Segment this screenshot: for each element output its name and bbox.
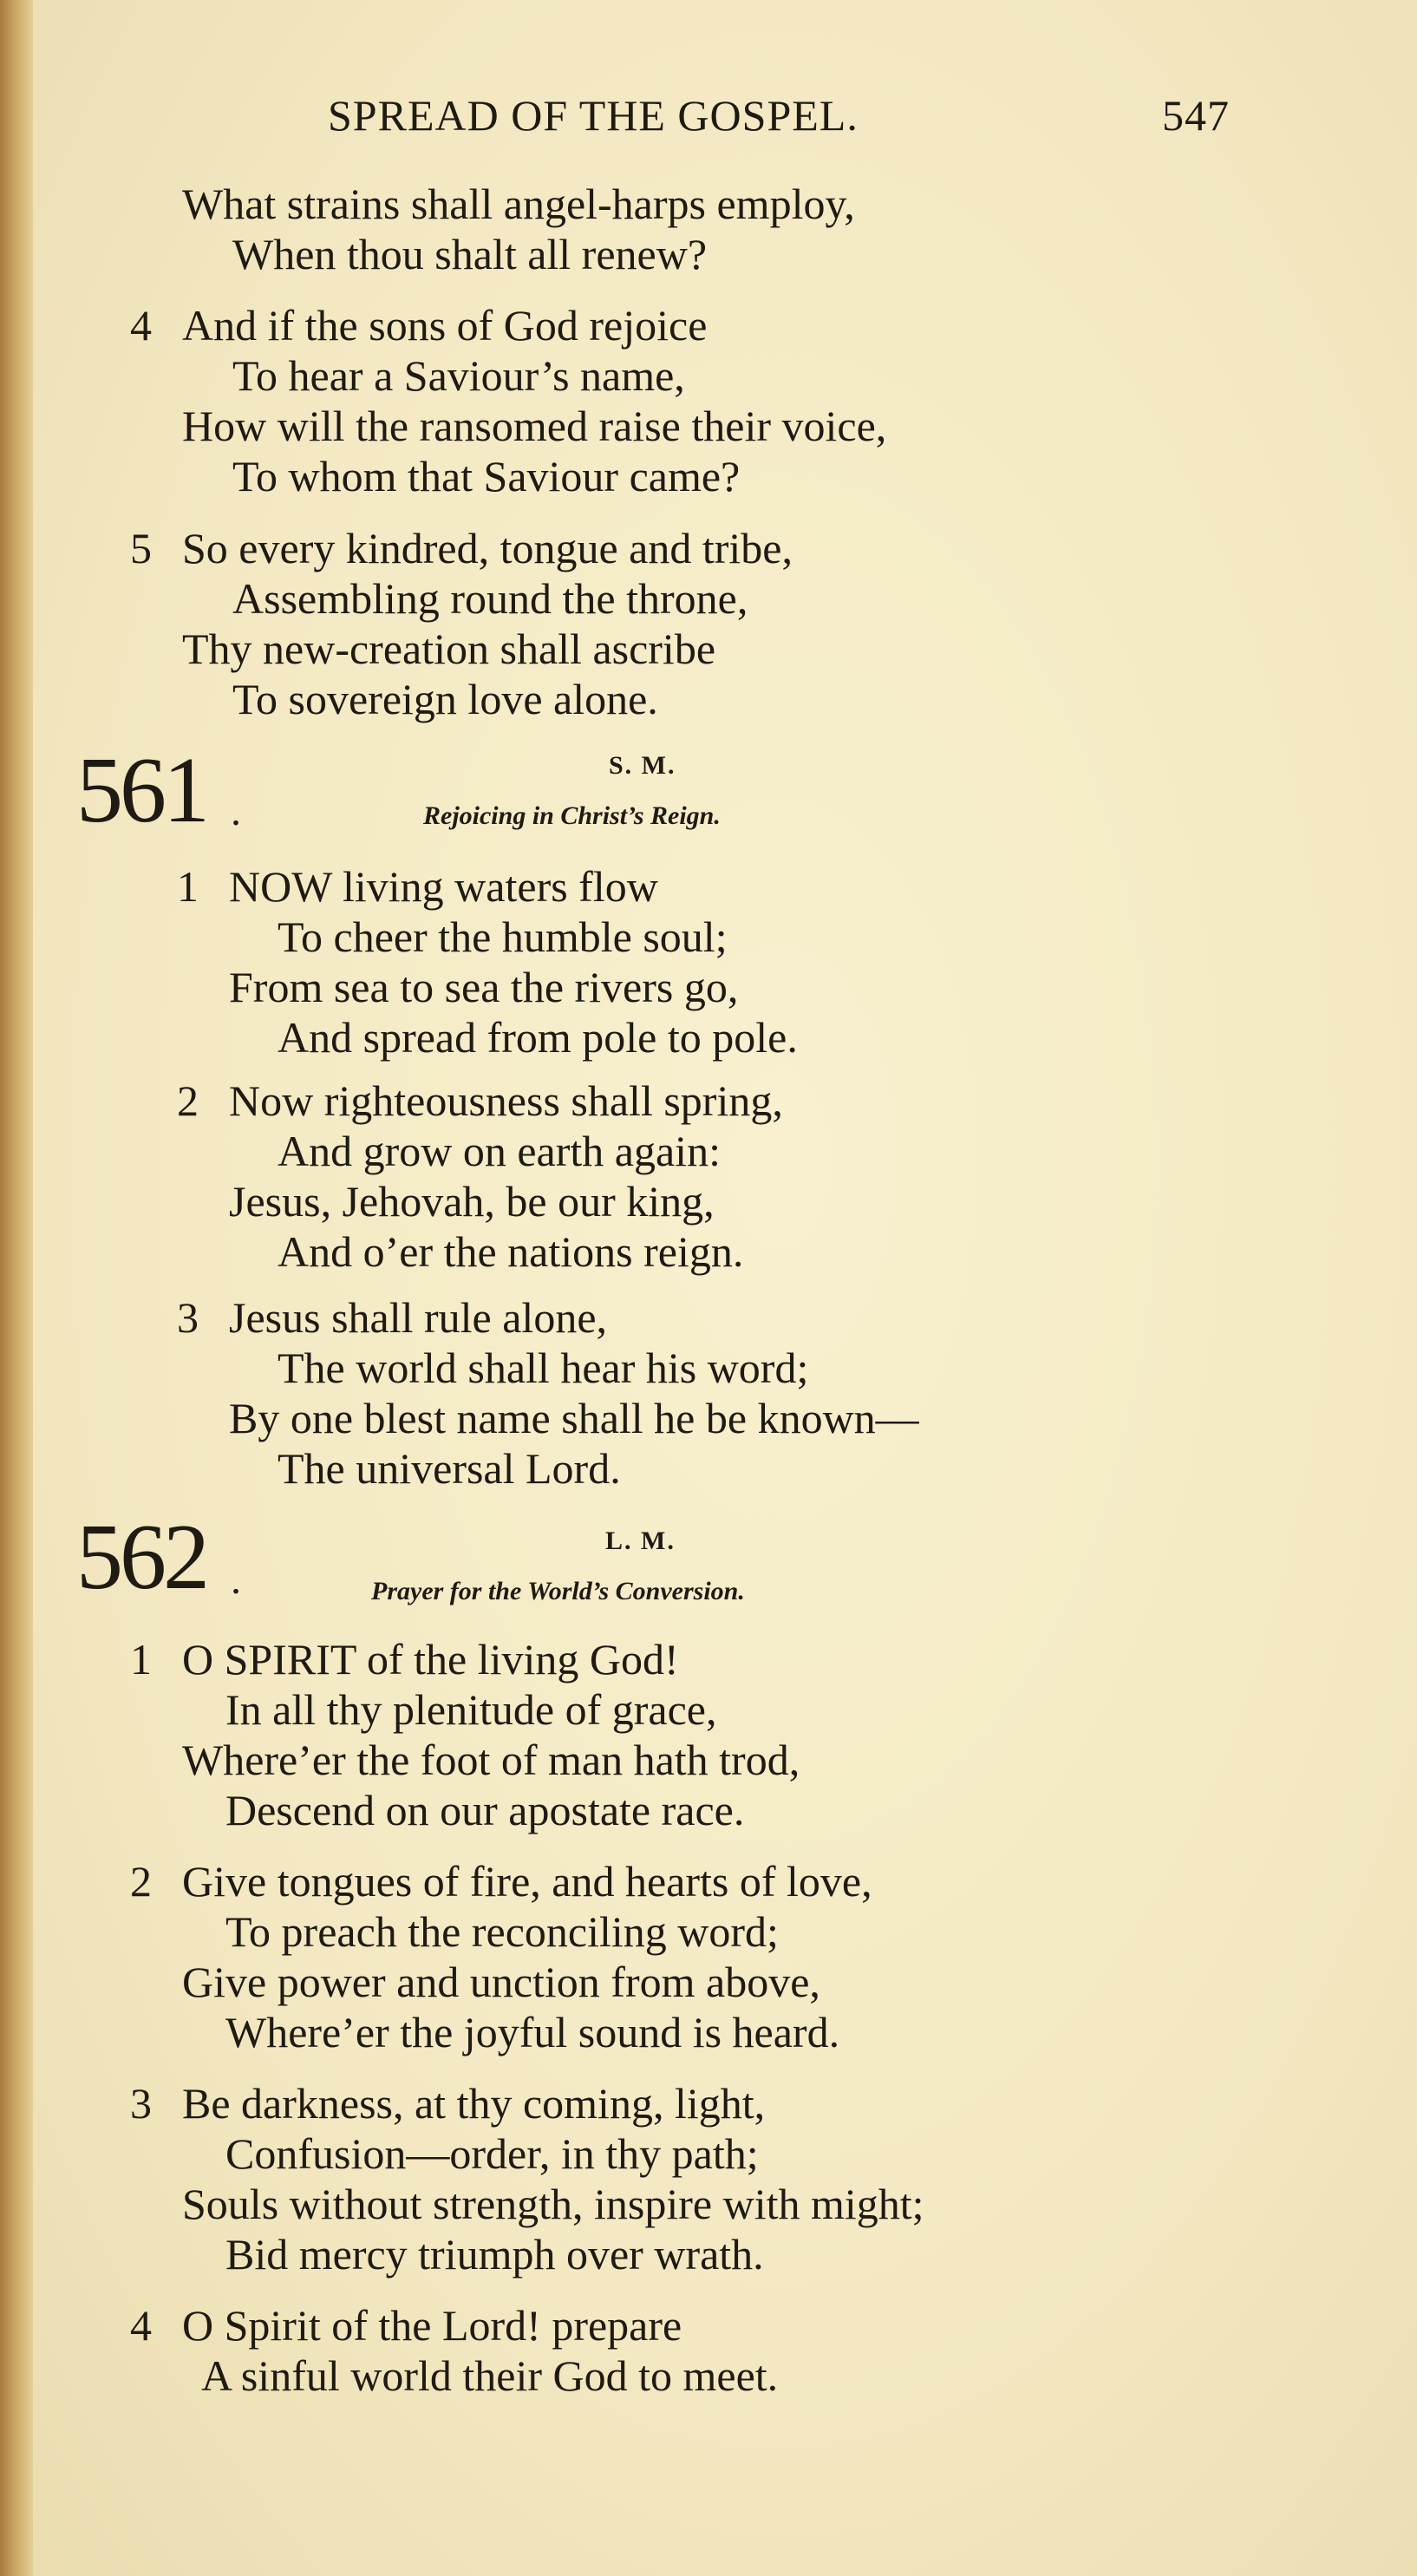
verse-line: In all thy plenitude of grace, bbox=[225, 1685, 717, 1734]
verse-line: To preach the reconciling word; bbox=[225, 1907, 779, 1956]
verse-number: 3 bbox=[130, 2079, 152, 2128]
hymn-number: 561 bbox=[76, 739, 206, 842]
hymn-meter: L. M. bbox=[605, 1527, 676, 1555]
verse-line: Where’er the foot of man hath trod, bbox=[182, 1736, 800, 1784]
verse-line: Thy new-creation shall ascribe bbox=[182, 624, 716, 673]
verse-number: 3 bbox=[177, 1293, 199, 1342]
verse-line: Assembling round the throne, bbox=[232, 574, 748, 623]
verse-line: O Spirit of the Lord! prepare bbox=[182, 2301, 682, 2350]
verse-line: When thou shalt all renew? bbox=[232, 230, 708, 278]
verse-line: Jesus shall rule alone, bbox=[229, 1293, 608, 1342]
verse-number: 4 bbox=[130, 2301, 152, 2350]
verse-line: Confusion—order, in thy path; bbox=[225, 2129, 759, 2178]
hymn-title: Prayer for the World’s Conversion. bbox=[371, 1577, 745, 1605]
verse-line: The world shall hear his word; bbox=[278, 1344, 809, 1392]
verse-line: To cheer the humble soul; bbox=[278, 912, 728, 961]
verse-line: Give tongues of fire, and hearts of love, bbox=[182, 1857, 872, 1906]
hymn-number: 562 bbox=[76, 1506, 206, 1609]
hymn-meter: S. M. bbox=[609, 751, 676, 780]
page-number: 547 bbox=[1162, 91, 1230, 140]
verse-line: To whom that Saviour came? bbox=[232, 452, 741, 500]
verse-line: O SPIRIT of the living God! bbox=[182, 1635, 679, 1684]
verse-line: What strains shall angel-harps employ, bbox=[182, 180, 855, 228]
verse-number: 5 bbox=[130, 524, 152, 572]
verse-line: By one blest name shall he be known— bbox=[229, 1394, 919, 1442]
verse-number: 2 bbox=[177, 1076, 199, 1125]
verse-line: Descend on our apostate race. bbox=[225, 1786, 745, 1834]
verse-line: To sovereign love alone. bbox=[232, 675, 658, 723]
hymn-number-dot: . bbox=[231, 788, 241, 834]
verse-line: And spread from pole to pole. bbox=[278, 1013, 798, 1062]
verse-number: 2 bbox=[130, 1857, 152, 1906]
verse-number: 1 bbox=[130, 1635, 152, 1684]
verse-line: How will the ransomed raise their voice, bbox=[182, 402, 887, 450]
running-head: SPREAD OF THE GOSPEL. bbox=[328, 91, 859, 140]
verse-line: Souls without strength, inspire with might; bbox=[182, 2180, 924, 2228]
verse-number: 1 bbox=[177, 862, 199, 911]
verse-line: NOW living waters flow bbox=[229, 862, 658, 911]
verse-line: Bid mercy triumph over wrath. bbox=[225, 2230, 764, 2279]
verse-line: From sea to sea the rivers go, bbox=[229, 963, 739, 1011]
verse-line: Where’er the joyful sound is heard. bbox=[225, 2008, 840, 2056]
verse-line: The universal Lord. bbox=[278, 1444, 621, 1493]
verse-line: Be darkness, at thy coming, light, bbox=[182, 2079, 766, 2128]
hymn-number-dot: . bbox=[231, 1557, 241, 1603]
verse-line: And if the sons of God rejoice bbox=[182, 301, 708, 350]
verse-line: And grow on earth again: bbox=[278, 1127, 721, 1175]
verse-line: A sinful world their God to meet. bbox=[201, 2351, 779, 2400]
hymn-title: Rejoicing in Christ’s Reign. bbox=[423, 801, 721, 830]
verse-line: To hear a Saviour’s name, bbox=[232, 351, 685, 400]
verse-line: Now righteousness shall spring, bbox=[229, 1076, 783, 1125]
verse-line: So every kindred, tongue and tribe, bbox=[182, 524, 793, 572]
verse-line: And o’er the nations reign. bbox=[278, 1227, 744, 1276]
verse-number: 4 bbox=[130, 301, 152, 350]
page-gutter bbox=[0, 0, 33, 2576]
verse-line: Give power and unction from above, bbox=[182, 1958, 820, 2006]
verse-line: Jesus, Jehovah, be our king, bbox=[229, 1177, 715, 1226]
